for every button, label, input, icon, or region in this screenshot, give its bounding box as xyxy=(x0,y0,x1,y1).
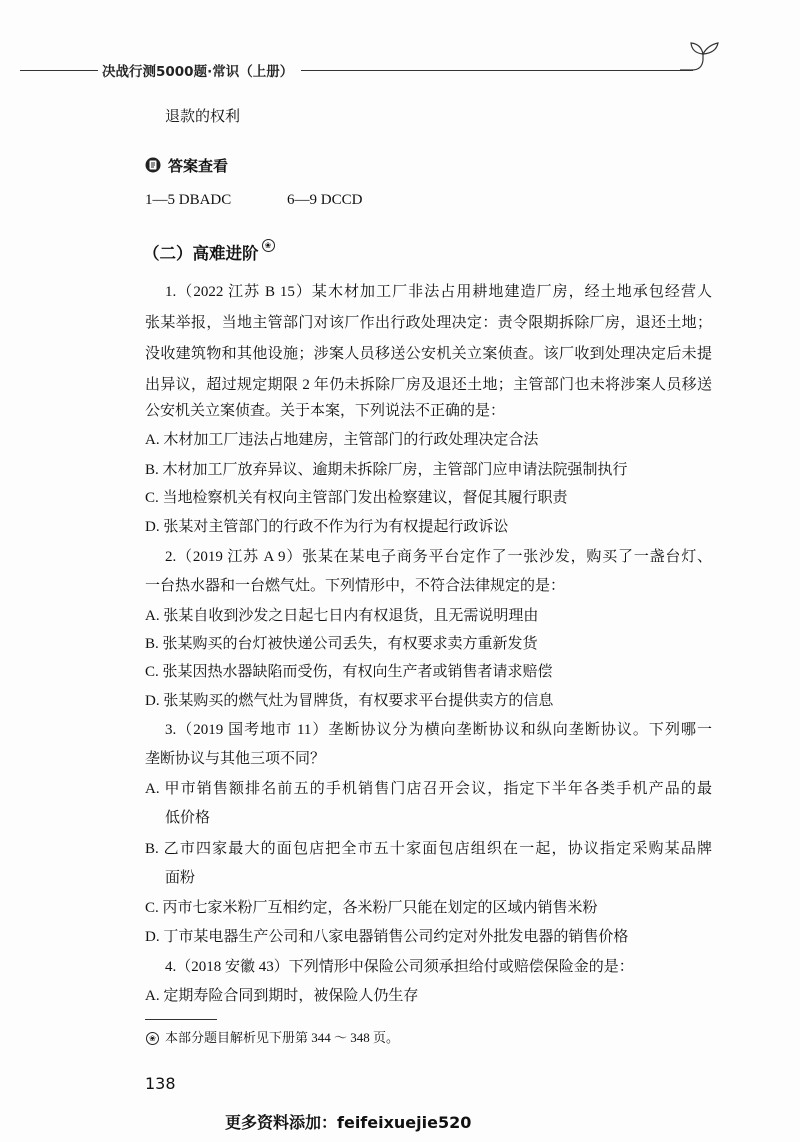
answer-key-heading xyxy=(145,154,228,176)
section-title: （二）高难进阶 xyxy=(143,244,259,263)
question-4-stem-line: 4.（2018 安徽 43）下列情形中保险公司须承担给付或赔偿保险金的是： xyxy=(165,959,634,975)
answer-range-1-5: 1—5 DBADC xyxy=(145,192,232,208)
book-title: 决战行测5000题·常识（上册） xyxy=(102,64,294,80)
flower-mark-icon: ❀ xyxy=(146,1032,159,1045)
question-3-option-a: A. 甲市销售额排名前五的手机销售门店召开会议，指定下半年各类手机产品的最 xyxy=(145,781,712,797)
footnote-text: 本部分题目解析见下册第 344 ～ 348 页。 xyxy=(165,1030,400,1045)
question-4-option-a: A. 定期寿险合同到期时，被保险人仍生存 xyxy=(145,988,419,1004)
question-1-stem-line: 没收建筑物和其他设施；涉案人员移送公安机关立案侦查。该厂收到处理决定后未提 xyxy=(145,346,712,362)
question-2-option-c: C. 张某因热水器缺陷而受伤，有权向生产者或销售者请求赔偿 xyxy=(145,664,553,680)
question-3-option-c: C. 丙市七家米粉厂互相约定，各米粉厂只能在划定的区域内销售米粉 xyxy=(145,900,598,916)
answer-badge-icon xyxy=(145,157,161,173)
page-number: 138 xyxy=(145,1074,176,1093)
header-rule-right xyxy=(301,70,693,71)
answer-range-6-9: 6—9 DCCD xyxy=(287,192,363,208)
footer-note: 更多资料添加：feifeixuejie520 xyxy=(225,1113,472,1132)
question-1-stem-line: 出异议，超过规定期限 2 年仍未拆除厂房及退还土地；主管部门也未将涉案人员移送 xyxy=(145,377,712,393)
question-2-stem-line: 2.（2019 江苏 A 9）张某在某电子商务平台定作了一张沙发，购买了一盏台灯、 xyxy=(165,549,712,565)
question-2-option-d: D. 张某购买的燃气灶为冒牌货，有权要求平台提供卖方的信息 xyxy=(145,693,554,709)
question-3-option-a-continuation: 低价格 xyxy=(165,810,211,826)
question-1-option-d: D. 张某对主管部门的行政不作为行为有权提起行政诉讼 xyxy=(145,519,509,535)
question-2-option-b: B. 张某购买的台灯被快递公司丢失，有权要求卖方重新发货 xyxy=(145,636,538,652)
header-rule-left xyxy=(20,70,98,71)
question-3-stem-line: 垄断协议与其他三项不同？ xyxy=(145,751,326,767)
question-3-option-d: D. 丁市某电器生产公司和八家电器销售公司约定对外批发电器的销售价格 xyxy=(145,929,629,945)
section-heading xyxy=(143,241,275,267)
question-1-option-b: B. 木材加工厂放弃异议、逾期未拆除厂房，主管部门应申请法院强制执行 xyxy=(145,462,628,478)
question-1-option-a: A. 木材加工厂违法占地建房，主管部门的行政处理决定合法 xyxy=(145,432,539,448)
question-1-stem-line: 1.（2022 江苏 B 15）某木材加工厂非法占用耕地建造厂房，经土地承包经营人 xyxy=(165,284,712,300)
question-3-option-b: B. 乙市四家最大的面包店把全市五十家面包店组织在一起，协议指定采购某品牌 xyxy=(145,841,712,857)
footnote-separator xyxy=(145,1019,217,1020)
flower-mark-icon: ❀ xyxy=(262,239,275,252)
answer-key-title: 答案查看 xyxy=(168,156,229,175)
question-1-stem-line: 张某举报，当地主管部门对该厂作出行政处理决定：责令限期拆除厂房，退还土地； xyxy=(145,315,712,331)
running-header xyxy=(20,60,693,80)
question-3-option-b-continuation: 面粉 xyxy=(165,870,196,886)
question-2-option-a: A. 张某自收到沙发之日起七日内有权退货，且无需说明理由 xyxy=(145,608,539,624)
footnote xyxy=(146,1028,399,1048)
sprout-icon xyxy=(680,38,722,78)
question-3-stem-line: 3.（2019 国考地市 11）垄断协议分为横向垄断协议和纵向垄断协议。下列哪一 xyxy=(165,722,712,738)
question-2-stem-line: 一台热水器和一台燃气灶。下列情形中，不符合法律规定的是： xyxy=(145,578,566,594)
question-1-option-c: C. 当地检察机关有权向主管部门发出检察建议，督促其履行职责 xyxy=(145,490,568,506)
carryover-text: 退款的权利 xyxy=(165,109,241,125)
question-1-stem-line: 公安机关立案侦查。关于本案，下列说法不正确的是： xyxy=(145,403,506,419)
